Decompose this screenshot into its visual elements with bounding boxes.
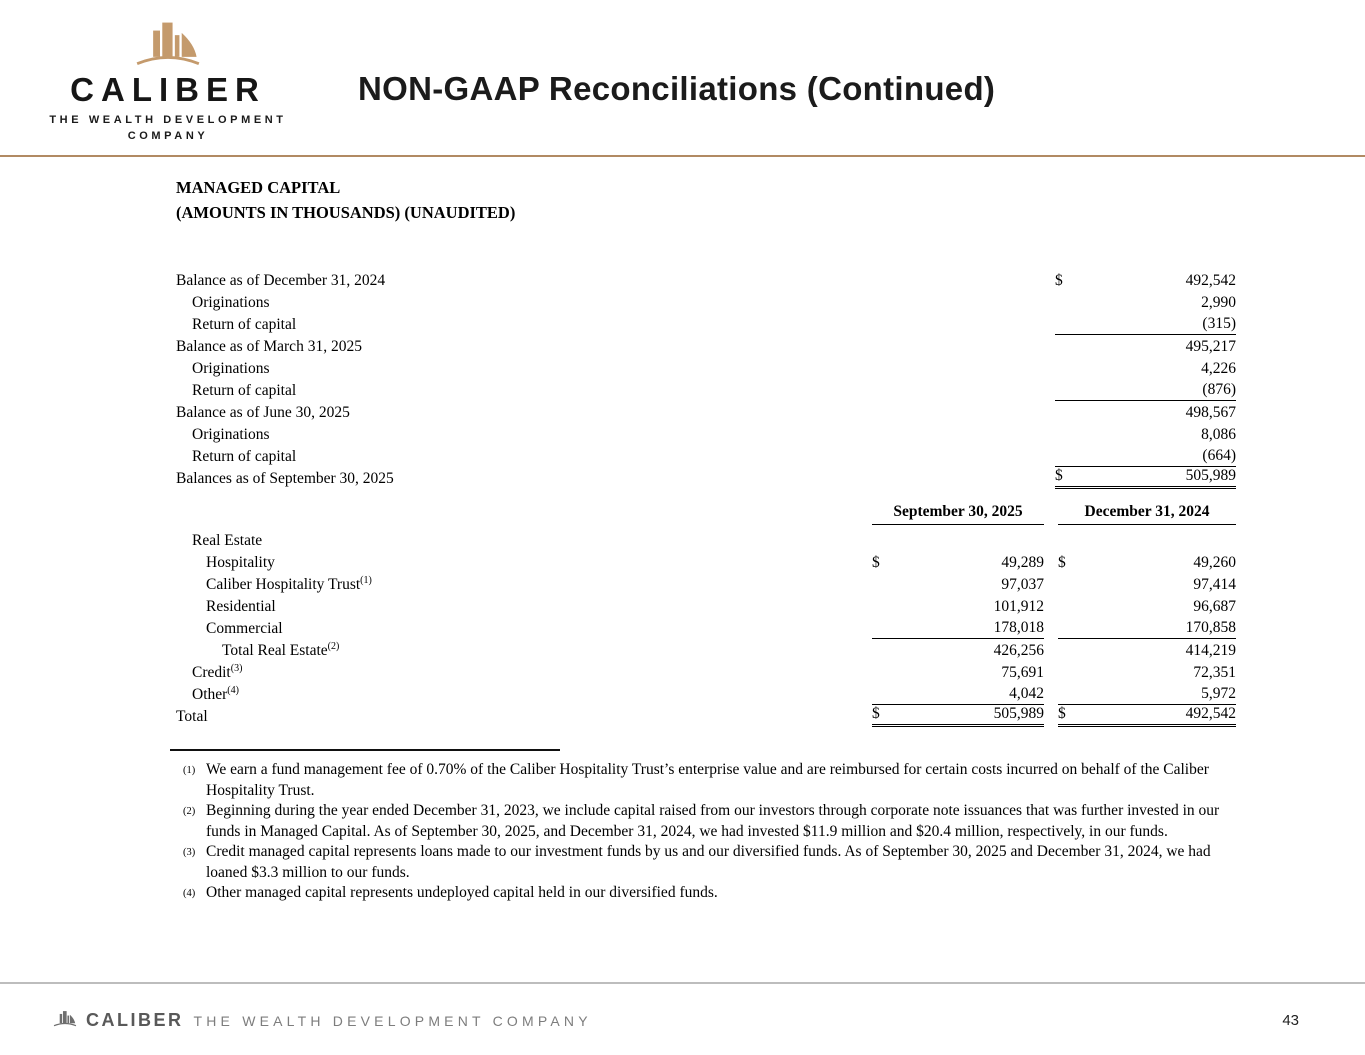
footnote-divider (170, 749, 560, 751)
table-row (176, 357, 1236, 379)
footnote-text: We earn a fund management fee of 0.70% of the Caliber Hospitality Trust’s enterprise value and are reimbursed for certain costs incurred on behalf of the Caliber Hospitality Trust. (206, 761, 1209, 799)
table-row (176, 445, 1236, 467)
row-label: Hospitality (206, 554, 275, 571)
table-row (176, 617, 1236, 639)
section-heading (176, 175, 515, 225)
row-value: 2,990 (1201, 294, 1236, 311)
table-row (176, 401, 1236, 423)
row-label: Other$^{(4)}$ (192, 684, 239, 703)
footnote-marker: (2) (183, 806, 196, 817)
row-label: Residential (206, 598, 276, 615)
row-value-december: $ 49,260 (1058, 554, 1236, 571)
caliber-building-icon (46, 18, 290, 71)
footnote-text: Other managed capital represents undeployed capital held in our diversified funds. (206, 884, 718, 901)
row-value: $ 505,989 (1055, 465, 1236, 489)
row-value-september: 178,018 (872, 617, 1044, 639)
row-label: Return of capital (192, 316, 297, 333)
table-row (176, 529, 1236, 551)
column-header-december: December 31, 2024 (1058, 503, 1236, 525)
footnote-4 (183, 883, 1231, 905)
row-value-december: 170,858 (1058, 617, 1236, 639)
row-value-december: 5,972 (1058, 683, 1236, 705)
table-row (176, 467, 1236, 489)
footnote-marker: (1) (183, 765, 196, 776)
table-row (176, 551, 1236, 573)
row-value-september: $ 49,289 (872, 554, 1044, 571)
row-value-september: 75,691 (1001, 664, 1044, 681)
row-value-september: 426,256 (993, 642, 1044, 659)
footnote-2 (183, 801, 1231, 842)
page-number: 43 (1282, 1012, 1299, 1029)
row-value-december: 96,687 (1193, 598, 1236, 615)
table-row (176, 269, 1236, 291)
table-row (176, 639, 1236, 661)
row-label: Return of capital (192, 448, 297, 465)
table-row (176, 595, 1236, 617)
row-label: Balances as of September 30, 2025 (176, 470, 394, 487)
row-value: $ 492,542 (1055, 272, 1236, 289)
row-value: 498,567 (1185, 404, 1236, 421)
row-value-december: 72,351 (1193, 664, 1236, 681)
row-value-september: 101,912 (993, 598, 1044, 615)
footnote-marker: (4) (183, 888, 196, 899)
footer-brand: CALIBER (86, 1010, 184, 1030)
page-title: NON-GAAP Reconciliations (Continued) (358, 70, 996, 107)
managed-capital-breakdown-table (176, 503, 1236, 727)
table-row (176, 291, 1236, 313)
footnotes (183, 760, 1231, 905)
row-label: Caliber Hospitality Trust$^{(1)}$ (206, 574, 372, 593)
row-value-december: 414,219 (1185, 642, 1236, 659)
footnote-marker: (3) (183, 847, 196, 858)
table-row (176, 423, 1236, 445)
managed-capital-rollforward-table (176, 269, 1236, 489)
row-label: Balance as of June 30, 2025 (176, 404, 350, 421)
caliber-building-icon (52, 1008, 78, 1033)
column-header-september: September 30, 2025 (872, 503, 1044, 525)
footnote-1 (183, 760, 1231, 801)
row-value-december: $ 492,542 (1058, 703, 1236, 727)
row-label: Commercial (206, 620, 283, 637)
table-row (176, 705, 1236, 727)
section-heading-line1: MANAGED CAPITAL (176, 178, 341, 197)
section-heading-line2: (AMOUNTS IN THOUSANDS) (UNAUDITED) (176, 203, 516, 222)
header-divider (0, 155, 1365, 157)
footer-tagline: THE WEALTH DEVELOPMENT COMPANY (193, 1012, 592, 1029)
row-value: (876) (1055, 379, 1236, 401)
row-value-december: 97,414 (1193, 576, 1236, 593)
row-value-september: 4,042 (872, 683, 1044, 705)
table-row (176, 683, 1236, 705)
row-label: Balance as of December 31, 2024 (176, 272, 386, 289)
row-label: Total Real Estate$^{(2)}$ (222, 640, 340, 659)
footer-logo (52, 1008, 592, 1033)
row-label: Total (176, 708, 208, 725)
row-value: (664) (1055, 445, 1236, 467)
table-row (176, 379, 1236, 401)
table-row (176, 661, 1236, 683)
row-value: 4,226 (1201, 360, 1236, 377)
row-label: Real Estate (192, 532, 263, 549)
row-label: Originations (192, 426, 270, 443)
footnote-3 (183, 842, 1231, 883)
row-label: Return of capital (192, 382, 297, 399)
row-label: Balance as of March 31, 2025 (176, 338, 362, 355)
row-value: (315) (1055, 313, 1236, 335)
table-header-row (176, 503, 1236, 525)
row-value-september: 97,037 (1001, 576, 1044, 593)
footnote-text: Beginning during the year ended December 31, 2023, we include capital raised from our investors through corporate note issuances that was further invested in our funds in Managed Capital. As of September 30, 2025, and December 31, 2024, we had invested $11.9 million and $20.4 million, respectively, in our funds. (206, 802, 1220, 840)
row-value: 495,217 (1185, 338, 1236, 355)
table-row (176, 573, 1236, 595)
logo-wordmark: CALIBER (70, 71, 266, 108)
row-label: Originations (192, 360, 270, 377)
company-logo (46, 18, 290, 145)
row-value: 8,086 (1201, 426, 1236, 443)
logo-tagline: THE WEALTH DEVELOPMENT COMPANY (49, 113, 287, 142)
table-row (176, 313, 1236, 335)
row-label: Originations (192, 294, 270, 311)
row-label: Credit$^{(3)}$ (192, 662, 243, 681)
table-row (176, 335, 1236, 357)
footnote-text: Credit managed capital represents loans made to our investment funds by us and our diversified funds. As of September 30, 2025 and December 31, 2024, we had loaned $3.3 million to our funds. (206, 843, 1211, 881)
row-value-september: $ 505,989 (872, 703, 1044, 727)
footer-divider (0, 982, 1365, 984)
